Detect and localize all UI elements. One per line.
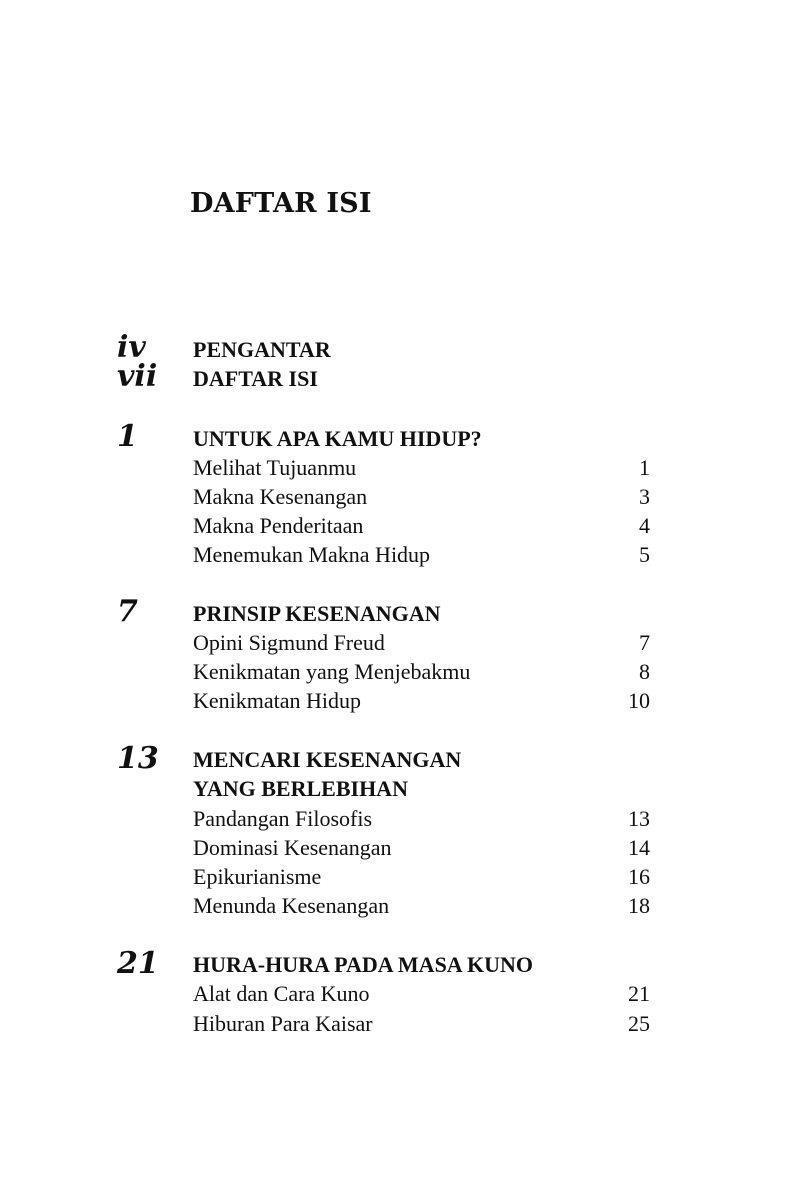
section-page: 4	[639, 513, 650, 538]
section-title: Opini Sigmund Freud	[193, 630, 385, 655]
section-page: 18	[628, 893, 650, 918]
chapter-title[interactable]: UNTUK APA KAMU HIDUP?	[193, 426, 482, 451]
chapter-number: 1	[117, 419, 138, 454]
chapter-title[interactable]: MENCARI KESENANGAN	[193, 747, 462, 772]
section-title: Menemukan Makna Hidup	[193, 542, 431, 567]
section-title: Kenikmatan yang Menjebakmu	[193, 659, 471, 684]
section-page: 5	[639, 542, 650, 567]
section-title: Hiburan Para Kaisar	[193, 1011, 373, 1036]
section-title: Makna Penderitaan	[193, 513, 364, 538]
section-title: Dominasi Kesenangan	[193, 835, 392, 860]
page-title: DAFTAR ISI	[190, 188, 372, 219]
toc-section-row[interactable]	[193, 657, 650, 686]
toc-section-row[interactable]	[193, 1009, 650, 1038]
section-page: 10	[628, 688, 650, 713]
chapter-title-line-2[interactable]: YANG BERLEBIHAN	[193, 776, 408, 801]
toc-page-number: iv	[117, 330, 146, 365]
toc-section-row[interactable]	[193, 891, 650, 920]
section-page: 25	[628, 1011, 650, 1036]
toc-section-row[interactable]	[193, 453, 650, 482]
toc-page-number: vii	[117, 359, 158, 394]
chapter-number: 21	[117, 946, 159, 981]
section-title: Melihat Tujuanmu	[193, 455, 357, 480]
toc-section-row[interactable]	[193, 862, 650, 891]
section-page: 3	[639, 484, 650, 509]
toc-section-row[interactable]	[193, 686, 650, 715]
toc-section-row[interactable]	[193, 511, 650, 540]
section-title: Menunda Kesenangan	[193, 893, 390, 918]
section-title: Makna Kesenangan	[193, 484, 368, 509]
toc-section-row[interactable]	[193, 540, 650, 569]
section-page: 13	[628, 806, 650, 831]
section-page: 16	[628, 864, 650, 889]
section-title: Epikurianisme	[193, 864, 322, 889]
chapter-number: 13	[117, 741, 159, 776]
section-page: 7	[639, 630, 650, 655]
toc-section-row[interactable]	[193, 833, 650, 862]
toc-section-row[interactable]	[193, 804, 650, 833]
section-title: Kenikmatan Hidup	[193, 688, 362, 713]
section-title: Alat dan Cara Kuno	[193, 981, 370, 1006]
toc-heading[interactable]: PENGANTAR	[193, 337, 331, 362]
section-page: 21	[628, 981, 650, 1006]
toc-section-row[interactable]	[193, 482, 650, 511]
toc-section-row[interactable]	[193, 979, 650, 1008]
section-page: 1	[639, 455, 650, 480]
toc-heading[interactable]: DAFTAR ISI	[193, 366, 318, 391]
section-title: Pandangan Filosofis	[193, 806, 373, 831]
section-page: 8	[639, 659, 650, 684]
section-page: 14	[628, 835, 650, 860]
toc-section-row[interactable]	[193, 628, 650, 657]
chapter-title[interactable]: PRINSIP KESENANGAN	[193, 601, 441, 626]
chapter-number: 7	[117, 594, 138, 629]
chapter-title[interactable]: HURA-HURA PADA MASA KUNO	[193, 952, 533, 977]
